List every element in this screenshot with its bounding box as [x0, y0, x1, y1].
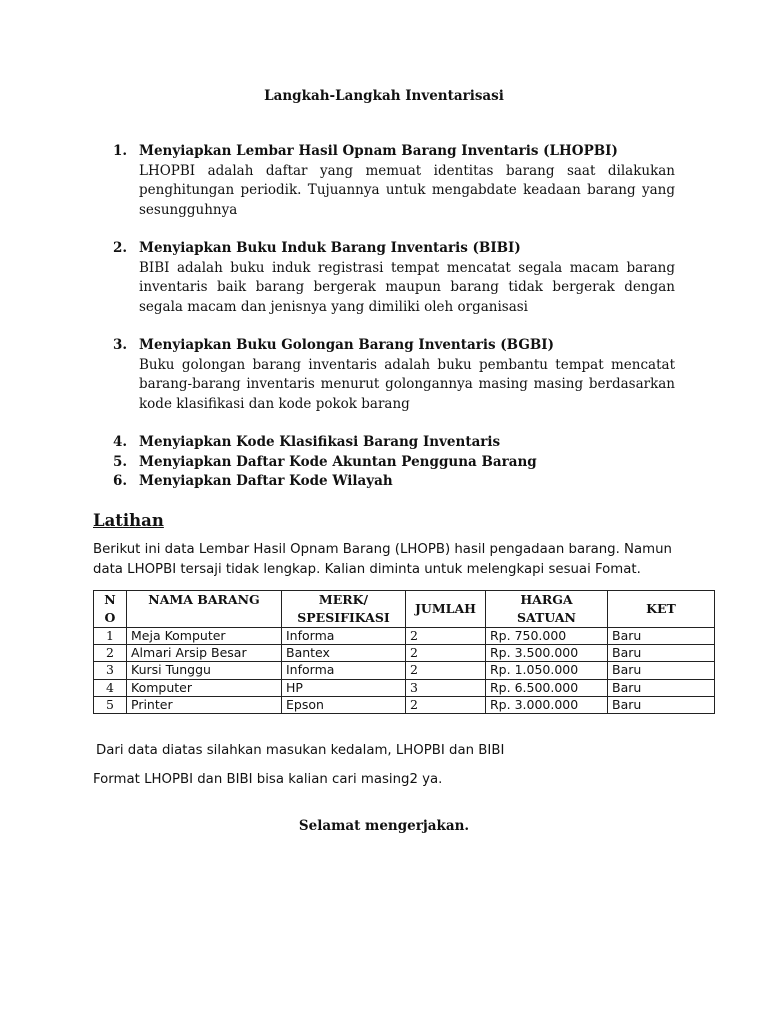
step-number: 5.: [113, 453, 128, 470]
cell-jumlah: 2: [406, 662, 486, 679]
cell-nama: Kursi Tunggu: [127, 662, 282, 679]
table-row: [94, 628, 715, 645]
cell-jumlah: 2: [406, 645, 486, 662]
cell-no: 4: [94, 679, 127, 696]
table-row: [94, 679, 715, 696]
cell-ket: Baru: [608, 679, 715, 696]
steps-list: [113, 142, 675, 492]
inventory-table: [93, 590, 715, 714]
step-heading: Menyiapkan Daftar Kode Wilayah: [139, 473, 393, 489]
step-heading: Menyiapkan Daftar Kode Akuntan Pengguna Barang: [139, 453, 537, 470]
cell-merk: Bantex: [282, 645, 406, 662]
cell-harga: Rp. 1.050.000: [486, 662, 608, 679]
cell-jumlah: 3: [406, 679, 486, 696]
spacer: [113, 414, 675, 433]
cell-merk: HP: [282, 679, 406, 696]
cell-no: 2: [94, 645, 127, 662]
cell-harga: Rp. 3.500.000: [486, 645, 608, 662]
step-number: 1.: [113, 143, 128, 159]
cell-ket: Baru: [608, 662, 715, 679]
cell-harga: Rp. 6.500.000: [486, 679, 608, 696]
cell-no: 1: [94, 628, 127, 645]
step-heading: Menyiapkan Kode Klasifikasi Barang Inventaris: [139, 434, 501, 450]
step-item: [113, 336, 675, 414]
latihan-heading: Latihan: [93, 511, 164, 530]
step-item: [113, 453, 675, 473]
cell-no: 3: [94, 662, 127, 679]
cell-nama: Printer: [127, 696, 282, 713]
header-no: N O: [94, 591, 127, 628]
step-number: 4.: [113, 434, 128, 450]
cell-merk: Informa: [282, 662, 406, 679]
table-row: [94, 645, 715, 662]
step-item: [113, 142, 675, 220]
step-description: Buku golongan barang inventaris adalah buku pembantu tempat mencatat barang-barang inventaris menurut golongannya masing masing berdasarkan kode klasifikasi dan kode pokok barang: [139, 356, 675, 412]
instruction-line-2: Format LHOPBI dan BIBI bisa kalian cari masing2 ya.: [93, 772, 443, 787]
spacer: [113, 220, 675, 239]
step-description: BIBI adalah buku induk registrasi tempat mencatat segala macam barang inventaris baik barang bergerak maupun barang tidak bergerak dengan segala macam dan jenisnya yang dimiliki oleh organisasi: [139, 259, 675, 315]
step-heading: Menyiapkan Lembar Hasil Opnam Barang Inventaris (LHOPBI): [139, 143, 618, 159]
step-number: 3.: [113, 337, 128, 353]
header-jumlah: JUMLAH: [406, 591, 486, 628]
step-item: [113, 433, 675, 453]
table-row: [94, 696, 715, 713]
table-row: [94, 662, 715, 679]
cell-merk: Epson: [282, 696, 406, 713]
cell-ket: Baru: [608, 696, 715, 713]
instruction-line-1: Dari data diatas silahkan masukan kedalam, LHOPBI dan BIBI: [96, 743, 505, 758]
cell-ket: Baru: [608, 628, 715, 645]
cell-nama: Komputer: [127, 679, 282, 696]
step-heading: Menyiapkan Buku Induk Barang Inventaris (BIBI): [139, 240, 521, 256]
cell-harga: Rp. 750.000: [486, 628, 608, 645]
cell-jumlah: 2: [406, 628, 486, 645]
header-merk: MERK/ SPESIFIKASI: [282, 591, 406, 628]
step-item: [113, 472, 675, 492]
header-ket: KET: [608, 591, 715, 628]
cell-harga: Rp. 3.000.000: [486, 696, 608, 713]
step-description: LHOPBI adalah daftar yang memuat identitas barang saat dilakukan penghitungan periodik. Tujuannya untuk mengabdate keadaan barang yang sesungguhnya: [139, 162, 675, 218]
closing-text: Selamat mengerjakan.: [298, 818, 470, 834]
step-number: 2.: [113, 240, 128, 256]
cell-nama: Almari Arsip Besar: [127, 645, 282, 662]
step-number: 6.: [113, 473, 128, 489]
step-item: [113, 239, 675, 317]
latihan-intro: Berikut ini data Lembar Hasil Opnam Barang (LHOPB) hasil pengadaan barang. Namun data LHOPBI tersaji tidak lengkap. Kalian diminta untuk melengkapi sesuai Fomat.: [93, 542, 672, 577]
cell-merk: Informa: [282, 628, 406, 645]
cell-jumlah: 2: [406, 696, 486, 713]
header-harga: HARGA SATUAN: [486, 591, 608, 628]
spacer: [113, 317, 675, 336]
document-title: Langkah-Langkah Inventarisasi: [264, 88, 504, 104]
cell-nama: Meja Komputer: [127, 628, 282, 645]
cell-ket: Baru: [608, 645, 715, 662]
table-header-row: [94, 591, 715, 628]
header-nama-barang: NAMA BARANG: [127, 591, 282, 628]
cell-no: 5: [94, 696, 127, 713]
step-heading: Menyiapkan Buku Golongan Barang Inventaris (BGBI): [139, 337, 554, 353]
